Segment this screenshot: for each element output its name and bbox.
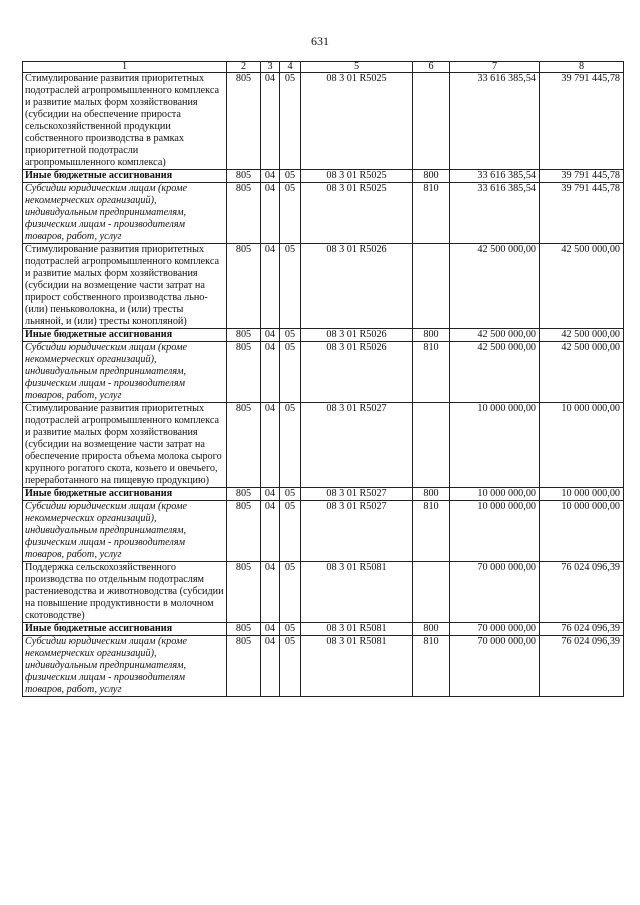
code-target-article: 08 3 01 R5025 (301, 183, 413, 244)
amount-col8: 42 500 000,00 (540, 342, 624, 403)
code-target-article: 08 3 01 R5081 (301, 562, 413, 623)
code-subsection: 05 (280, 73, 301, 170)
code-target-article: 08 3 01 R5025 (301, 170, 413, 183)
code-target-article: 08 3 01 R5081 (301, 623, 413, 636)
header-cell: 4 (280, 62, 301, 73)
code-section: 04 (261, 623, 280, 636)
table-row (23, 403, 624, 488)
code-expense-type: 800 (413, 170, 450, 183)
code-expense-type: 800 (413, 488, 450, 501)
table-row (23, 488, 624, 501)
code-admin: 805 (227, 488, 261, 501)
code-admin: 805 (227, 403, 261, 488)
code-admin: 805 (227, 170, 261, 183)
amount-col7: 42 500 000,00 (450, 244, 540, 329)
code-admin: 805 (227, 329, 261, 342)
code-admin: 805 (227, 636, 261, 697)
code-section: 04 (261, 403, 280, 488)
amount-col7: 33 616 385,54 (450, 170, 540, 183)
row-description: Поддержка сельскохозяйственного производства по отдельным подотраслям растениеводства и животноводства (субсидии на повышение продуктивности в молочном скотоводстве) (23, 562, 227, 623)
table-row (23, 183, 624, 244)
code-subsection: 05 (280, 636, 301, 697)
page-number: 631 (311, 34, 329, 48)
code-expense-type: 810 (413, 342, 450, 403)
amount-col8: 42 500 000,00 (540, 244, 624, 329)
row-description: Субсидии юридическим лицам (кроме некоммерческих организаций), индивидуальным предпринимателям, физическим лицам - производителям товаров, работ, услуг (23, 183, 227, 244)
row-description: Субсидии юридическим лицам (кроме некоммерческих организаций), индивидуальным предпринимателям, физическим лицам - производителям товаров, работ, услуг (23, 501, 227, 562)
amount-col7: 70 000 000,00 (450, 562, 540, 623)
table-row (23, 623, 624, 636)
amount-col7: 10 000 000,00 (450, 403, 540, 488)
code-expense-type (413, 244, 450, 329)
code-section: 04 (261, 73, 280, 170)
code-section: 04 (261, 562, 280, 623)
header-row (23, 62, 624, 73)
header-cell: 2 (227, 62, 261, 73)
amount-col7: 33 616 385,54 (450, 73, 540, 170)
row-description: Субсидии юридическим лицам (кроме некоммерческих организаций), индивидуальным предпринимателям, физическим лицам - производителям товаров, работ, услуг (23, 636, 227, 697)
header-cell: 8 (540, 62, 624, 73)
amount-col8: 10 000 000,00 (540, 501, 624, 562)
amount-col8: 10 000 000,00 (540, 488, 624, 501)
code-target-article: 08 3 01 R5025 (301, 73, 413, 170)
header-cell: 6 (413, 62, 450, 73)
code-expense-type: 800 (413, 623, 450, 636)
code-subsection: 05 (280, 244, 301, 329)
table-row (23, 329, 624, 342)
code-section: 04 (261, 636, 280, 697)
code-section: 04 (261, 170, 280, 183)
code-admin: 805 (227, 73, 261, 170)
code-subsection: 05 (280, 501, 301, 562)
code-target-article: 08 3 01 R5026 (301, 329, 413, 342)
amount-col8: 39 791 445,78 (540, 170, 624, 183)
code-admin: 805 (227, 562, 261, 623)
row-description: Стимулирование развития приоритетных подотраслей агропромышленного комплекса и развитие малых форм хозяйствования (субсидии на обеспечение прироста сельскохозяйственной продукции собственного производства в рамках приоритетной подотрасли агропромышленного комплекса) (23, 73, 227, 170)
code-subsection: 05 (280, 329, 301, 342)
row-description: Субсидии юридическим лицам (кроме некоммерческих организаций), индивидуальным предпринимателям, физическим лицам - производителям товаров, работ, услуг (23, 342, 227, 403)
code-section: 04 (261, 329, 280, 342)
code-subsection: 05 (280, 623, 301, 636)
amount-col8: 76 024 096,39 (540, 636, 624, 697)
code-subsection: 05 (280, 403, 301, 488)
amount-col8: 39 791 445,78 (540, 73, 624, 170)
table-row (23, 501, 624, 562)
header-cell: 7 (450, 62, 540, 73)
table-row (23, 342, 624, 403)
header-cell: 3 (261, 62, 280, 73)
header-cell: 1 (23, 62, 227, 73)
code-admin: 805 (227, 623, 261, 636)
code-section: 04 (261, 501, 280, 562)
code-subsection: 05 (280, 488, 301, 501)
table-row (23, 244, 624, 329)
code-target-article: 08 3 01 R5026 (301, 244, 413, 329)
code-section: 04 (261, 342, 280, 403)
code-target-article: 08 3 01 R5027 (301, 501, 413, 562)
amount-col7: 42 500 000,00 (450, 329, 540, 342)
code-subsection: 05 (280, 170, 301, 183)
code-subsection: 05 (280, 183, 301, 244)
code-subsection: 05 (280, 342, 301, 403)
amount-col8: 42 500 000,00 (540, 329, 624, 342)
row-description: Иные бюджетные ассигнования (23, 329, 227, 342)
code-target-article: 08 3 01 R5027 (301, 488, 413, 501)
row-description: Стимулирование развития приоритетных подотраслей агропромышленного комплекса и развитие малых форм хозяйствования (субсидии на возмещение части затрат на обеспечение прироста объема молока сырого крупного рогатого скота, козьего и овечьего, переработанного на пищевую продукцию) (23, 403, 227, 488)
row-description: Иные бюджетные ассигнования (23, 170, 227, 183)
amount-col7: 70 000 000,00 (450, 636, 540, 697)
amount-col8: 39 791 445,78 (540, 183, 624, 244)
code-expense-type (413, 562, 450, 623)
code-admin: 805 (227, 183, 261, 244)
code-admin: 805 (227, 501, 261, 562)
code-target-article: 08 3 01 R5027 (301, 403, 413, 488)
code-expense-type: 810 (413, 183, 450, 244)
code-expense-type: 800 (413, 329, 450, 342)
amount-col7: 70 000 000,00 (450, 623, 540, 636)
code-section: 04 (261, 244, 280, 329)
amount-col8: 10 000 000,00 (540, 403, 624, 488)
amount-col8: 76 024 096,39 (540, 562, 624, 623)
code-target-article: 08 3 01 R5026 (301, 342, 413, 403)
row-description: Иные бюджетные ассигнования (23, 488, 227, 501)
code-expense-type: 810 (413, 501, 450, 562)
amount-col7: 10 000 000,00 (450, 488, 540, 501)
table-row (23, 73, 624, 170)
amount-col7: 33 616 385,54 (450, 183, 540, 244)
amount-col8: 76 024 096,39 (540, 623, 624, 636)
code-admin: 805 (227, 244, 261, 329)
code-subsection: 05 (280, 562, 301, 623)
code-section: 04 (261, 488, 280, 501)
amount-col7: 42 500 000,00 (450, 342, 540, 403)
table-row (23, 170, 624, 183)
table-row (23, 562, 624, 623)
code-section: 04 (261, 183, 280, 244)
code-expense-type: 810 (413, 636, 450, 697)
header-cell: 5 (301, 62, 413, 73)
budget-table (22, 61, 624, 697)
code-expense-type (413, 73, 450, 170)
row-description: Стимулирование развития приоритетных подотраслей агропромышленного комплекса и развитие малых форм хозяйствования (субсидии на возмещение части затрат на прирост собственного производства льно-(или) пеньковолокна, и (или) тресты льняной, и (или) тресты конопляной) (23, 244, 227, 329)
table-row (23, 636, 624, 697)
code-target-article: 08 3 01 R5081 (301, 636, 413, 697)
row-description: Иные бюджетные ассигнования (23, 623, 227, 636)
code-expense-type (413, 403, 450, 488)
code-admin: 805 (227, 342, 261, 403)
amount-col7: 10 000 000,00 (450, 501, 540, 562)
